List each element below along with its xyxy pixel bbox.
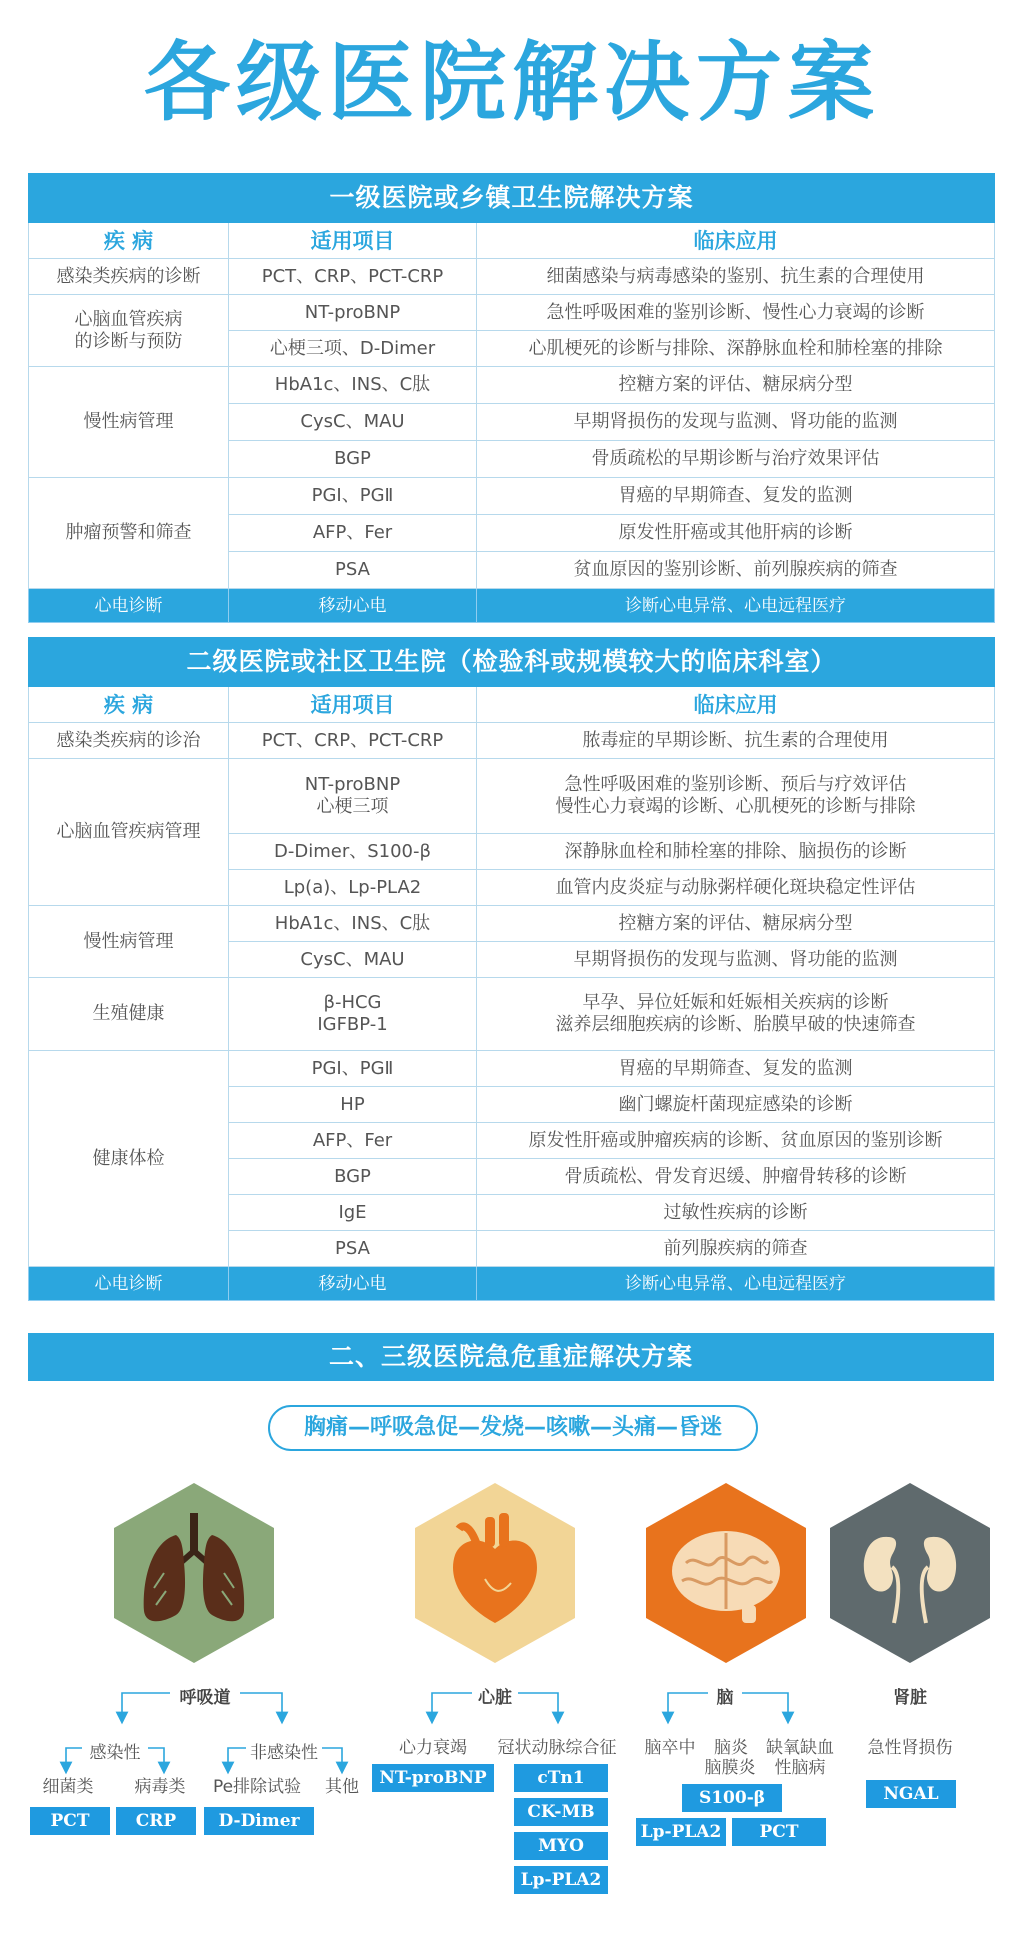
items-cell: HbA1c、INS、C肽 xyxy=(229,367,477,404)
application-cell: 控糖方案的评估、糖尿病分型 xyxy=(477,906,995,942)
application-cell: 细菌感染与病毒感染的鉴别、抗生素的合理使用 xyxy=(477,259,995,295)
table-title: 一级医院或乡镇卫生院解决方案 xyxy=(29,174,995,223)
items-cell: Lp(a)、Lp-PLA2 xyxy=(229,870,477,906)
items-cell: PGⅠ、PGⅡ xyxy=(229,478,477,515)
footer-items: 移动心电 xyxy=(229,1267,477,1301)
items-cell: IgE xyxy=(229,1195,477,1231)
footer-items: 移动心电 xyxy=(229,589,477,623)
application-cell: 脓毒症的早期诊断、抗生素的合理使用 xyxy=(477,723,995,759)
application-cell: 前列腺疾病的筛查 xyxy=(477,1231,995,1267)
meningitis-label: 脑膜炎 xyxy=(704,1758,756,1778)
infectious-label: 感染性 xyxy=(89,1743,141,1763)
items-cell: CysC、MAU xyxy=(229,404,477,441)
application-text: 早孕、异位妊娠和妊娠相关疾病的诊断 滋养层细胞疾病的诊断、胎膜早破的快速筛查 xyxy=(555,992,916,1035)
items-cell: CysC、MAU xyxy=(229,942,477,978)
pe-exclusion-label: Pe排除试验 xyxy=(212,1777,302,1797)
header-disease: 疾 病 xyxy=(29,687,229,723)
application-cell: 血管内皮炎症与动脉粥样硬化斑块稳定性评估 xyxy=(477,870,995,906)
application-cell: 过敏性疾病的诊断 xyxy=(477,1195,995,1231)
header-items: 适用项目 xyxy=(229,687,477,723)
application-cell: 早期肾损伤的发现与监测、肾功能的监测 xyxy=(477,942,995,978)
marker-ck-mb: CK-MB xyxy=(514,1798,608,1826)
marker-ngal: NGAL xyxy=(866,1780,956,1808)
footer-disease: 心电诊断 xyxy=(29,1267,229,1301)
marker-lp-pla2: Lp-PLA2 xyxy=(514,1866,608,1894)
symptom-chain: 胸痛—呼吸急促—发烧—咳嗽—头痛—昏迷 xyxy=(268,1405,758,1451)
application-cell: 胃癌的早期筛查、复发的监测 xyxy=(477,478,995,515)
application-cell: 心肌梗死的诊断与排除、深静脉血栓和肺栓塞的排除 xyxy=(477,331,995,367)
items-text: β-HCG IGFBP-1 xyxy=(317,992,388,1035)
items-cell: PGⅠ、PGⅡ xyxy=(229,1051,477,1087)
non-infectious-label: 非感染性 xyxy=(250,1743,318,1763)
items-cell: AFP、Fer xyxy=(229,1123,477,1159)
items-cell: BGP xyxy=(229,441,477,478)
header-application: 临床应用 xyxy=(477,687,995,723)
marker-pct-brain: PCT xyxy=(732,1818,826,1846)
application-cell: 原发性肝癌或肿瘤疾病的诊断、贫血原因的鉴别诊断 xyxy=(477,1123,995,1159)
disease-cell: 健康体检 xyxy=(29,1051,229,1267)
header-items: 适用项目 xyxy=(229,223,477,259)
disease-cell: 慢性病管理 xyxy=(29,367,229,478)
items-cell: AFP、Fer xyxy=(229,515,477,552)
items-cell: HbA1c、INS、C肽 xyxy=(229,906,477,942)
footer-application: 诊断心电异常、心电远程医疗 xyxy=(477,1267,995,1301)
organ-respiratory: 呼吸道 xyxy=(179,1688,231,1708)
application-cell: 幽门螺旋杆菌现症感染的诊断 xyxy=(477,1087,995,1123)
items-text: NT-proBNP 心梗三项 xyxy=(304,774,401,817)
footer-application: 诊断心电异常、心电远程医疗 xyxy=(477,589,995,623)
marker-lp-pla2-brain: Lp-PLA2 xyxy=(636,1818,726,1846)
table-title: 二级医院或社区卫生院（检验科或规模较大的临床科室） xyxy=(29,638,995,687)
disease-cell: 感染类疾病的诊治 xyxy=(29,723,229,759)
items-cell: 心梗三项、D-Dimer xyxy=(229,331,477,367)
items-cell: NT-proBNP xyxy=(229,295,477,331)
footer-disease: 心电诊断 xyxy=(29,589,229,623)
header-disease: 疾 病 xyxy=(29,223,229,259)
items-cell: HP xyxy=(229,1087,477,1123)
application-cell: 骨质疏松、骨发育迟缓、肿瘤骨转移的诊断 xyxy=(477,1159,995,1195)
encephalitis-label: 脑炎 xyxy=(714,1738,748,1758)
application-cell: 原发性肝癌或其他肝病的诊断 xyxy=(477,515,995,552)
header-application: 临床应用 xyxy=(477,223,995,259)
stroke-label: 脑卒中 xyxy=(644,1738,696,1758)
application-cell: 急性呼吸困难的鉴别诊断、慢性心力衰竭的诊断 xyxy=(477,295,995,331)
items-cell: BGP xyxy=(229,1159,477,1195)
application-cell: 控糖方案的评估、糖尿病分型 xyxy=(477,367,995,404)
disease-cell: 心脑血管疾病管理 xyxy=(29,759,229,906)
items-cell: D-Dimer、S100-β xyxy=(229,834,477,870)
bacterial-label: 细菌类 xyxy=(42,1777,94,1797)
organ-heart: 心脏 xyxy=(478,1688,512,1708)
page-title: 各级医院解决方案 xyxy=(144,33,880,133)
ischemic-label: 缺氧缺血 xyxy=(766,1738,834,1758)
disease-cell: 肿瘤预警和筛查 xyxy=(29,478,229,589)
viral-label: 病毒类 xyxy=(134,1777,186,1797)
marker-ctn1: cTn1 xyxy=(514,1764,608,1792)
ischemic-label-2: 性脑病 xyxy=(774,1758,826,1778)
disease-cell: 感染类疾病的诊断 xyxy=(29,259,229,295)
disease-cell: 生殖健康 xyxy=(29,978,229,1051)
items-cell: PSA xyxy=(229,1231,477,1267)
items-cell: PCT、CRP、PCT-CRP xyxy=(229,259,477,295)
marker-s100b: S100-β xyxy=(682,1784,782,1812)
items-cell: PCT、CRP、PCT-CRP xyxy=(229,723,477,759)
items-cell: PSA xyxy=(229,552,477,589)
aki-label: 急性肾损伤 xyxy=(867,1738,953,1758)
organ-kidney: 肾脏 xyxy=(893,1688,927,1708)
application-cell: 贫血原因的鉴别诊断、前列腺疾病的筛查 xyxy=(477,552,995,589)
marker-crp: CRP xyxy=(116,1807,196,1835)
disease-text: 心脑血管疾病的诊断与预防 xyxy=(74,308,183,352)
marker-myo: MYO xyxy=(514,1832,608,1860)
marker-nt-probnp: NT-proBNP xyxy=(372,1764,494,1792)
other-label: 其他 xyxy=(325,1777,359,1797)
disease-cell: 慢性病管理 xyxy=(29,906,229,978)
application-cell: 胃癌的早期筛查、复发的监测 xyxy=(477,1051,995,1087)
heart-failure-label: 心力衰竭 xyxy=(399,1738,467,1758)
acs-label: 冠状动脉综合征 xyxy=(497,1738,617,1758)
marker-d-dimer: D-Dimer xyxy=(204,1807,314,1835)
application-cell: 早期肾损伤的发现与监测、肾功能的监测 xyxy=(477,404,995,441)
marker-pct: PCT xyxy=(30,1807,110,1835)
application-cell: 深静脉血栓和肺栓塞的排除、脑损伤的诊断 xyxy=(477,834,995,870)
critical-care-title: 二、三级医院急危重症解决方案 xyxy=(28,1333,994,1381)
organ-brain: 脑 xyxy=(716,1688,734,1708)
application-text: 急性呼吸困难的鉴别诊断、预后与疗效评估 慢性心力衰竭的诊断、心肌梗死的诊断与排除 xyxy=(555,774,916,817)
application-cell: 骨质疏松的早期诊断与治疗效果评估 xyxy=(477,441,995,478)
